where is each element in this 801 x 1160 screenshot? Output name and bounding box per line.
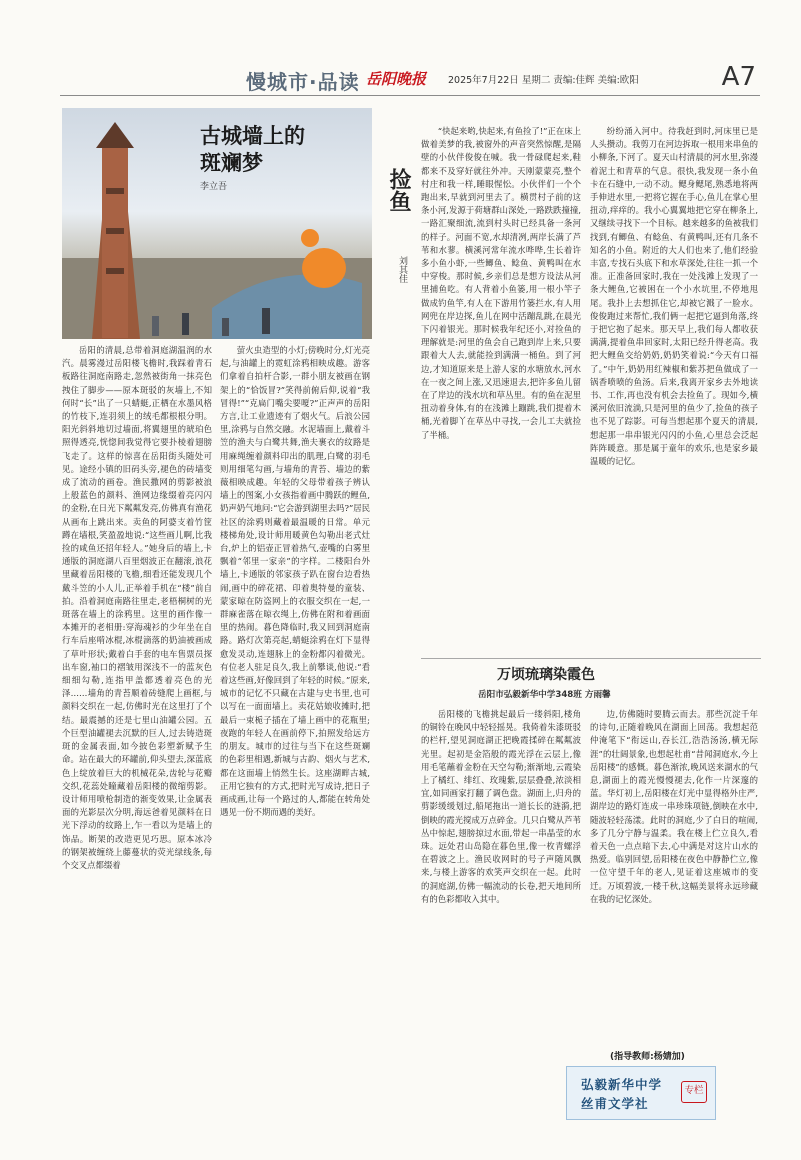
- article2-column-2: 纷纷涌入河中。待我赶到时,河床里已是人头攒动。我剪刀在河边拆取一根用来串鱼的小柳条,下河了。夏天山村清晨的河水里,弥漫着泥土和青草的气息。很快,我发现一条小鱼卡在石缝中,一动不动。鳃身鳃尾,熟悉地将两手伸进水里,一把将它握在手心,鱼儿在掌心里扭动,痒痒的。我小心翼翼地把它穿在柳条上,又继续寻找下一个目标。越来越多的鱼被我们找到,有鲫鱼、有鲶鱼、有黄鸭叫,还有几条不知名的小鱼。附近的大人们也来了,他们经验丰富,专找石头底下和水草深处,往往一抓一个准。正准备回家时,我在一处浅滩上发现了一条大鲤鱼,它被困在一个小水坑里,不停地甩尾。我扑上去想抓住它,却被它溅了一脸水。俊俊跑过来帮忙,我们俩一起把它逼到角落,终于把它抱了起来。那天早上,我们每人都收获满满,提着鱼串回家时,太阳已经升得老高。我把大鲤鱼交给奶奶,奶奶笑着说:“今天有口福了。”中午,奶奶用红辣椒和紫苏把鱼做成了一锅香喷喷的鱼汤。后来,我离开家乡去外地读书、工作,再也没有机会去捡鱼了。现如今,横溪河依旧流淌,只是河里的鱼少了,捡鱼的孩子也不见了踪影。可每当想起那个夏天的清晨,想起那一串串银光闪闪的小鱼,心里总会泛起阵阵暖意。那是属于童年的欢乐,也是家乡最温暖的记忆。: [590, 126, 758, 467]
- badge-seal: 专栏: [681, 1081, 707, 1103]
- orange-sculpture: [302, 248, 346, 288]
- badge-line-1: 弘毅新华中学: [581, 1077, 663, 1092]
- essay-author: 刘其佳: [397, 256, 407, 283]
- article-author: 李立吾: [200, 182, 228, 192]
- pagoda-roof: [96, 122, 134, 148]
- article2-column-1: “快起来哟,快起来,有鱼捡了!”正在床上做着美梦的我,被窗外的声音突然惊醒,是隔壁的小伙伴俊俊在喊。我一骨碌爬起来,鞋都来不及穿好就往外冲。天刚蒙蒙亮,整个村庄和我一样,睡眼惺忪。小伙伴们一个个跑出来,早就到河里去了。横贯村子前的这条小河,发源于荷塘群山深处,一路跌跌撞撞,一路汇聚细流,流到村头时已经具备一条河的样子。河面不宽,水却清冽,两岸长满了芦苇和水蓼。横溪河常年流水哗哗,生长着许多小鱼小虾,一些鲫鱼、鲶鱼、黄鸭叫在水中穿梭。那时候,乡亲们总是想方设法从河里捕鱼吃。有人背着小鱼篓,用一根小竿子做成钓鱼竿,有人在下游用竹篓拦水,有人用网兜在岸边探,鱼儿在网中活蹦乱跳,在晨光下闪着银光。那时候我年纪还小,对捡鱼的理解就是:河里的鱼会自己跑到岸上来,只要跟着大人去,就能捡到满满一桶鱼。到了河边,才知道原来是上游人家的水塘放水,河水在一夜之间上涨,又迅速退去,把许多鱼儿留在了岸边的浅水坑和草丛里。有的鱼在泥里扭动着身体,有的在浅滩上蹦跳,我们提着木桶,光着脚丫在草丛中寻找,一会儿工夫就捡了半桶。: [421, 126, 581, 440]
- dateline: 2025年7月22日 星期二 责编:佳辉 美编:欧阳: [448, 75, 639, 86]
- title-line-1: 古城墙上的: [200, 123, 305, 148]
- article-title: [200, 122, 305, 176]
- newspaper-logo: 岳阳晚报: [366, 70, 427, 88]
- page-number: A7: [721, 62, 756, 92]
- title-line-2: 斑斓梦: [200, 150, 263, 175]
- advisor-note: (指导教师:杨婧加): [610, 1052, 685, 1062]
- essay3-title: 万顷琉璃染霞色: [497, 667, 595, 683]
- section-divider: [421, 658, 761, 659]
- pagoda-body: [102, 148, 128, 338]
- header-rule: [60, 95, 760, 96]
- page-header: [60, 62, 760, 102]
- article3-column-1: 岳阳楼的飞檐挑起最后一缕斜阳,楼角的铜铃在晚风中轻轻摇晃。我倚着朱漆斑驳的栏杆,望见洞庭湖正把晚霞揉碎在粼粼波光里。起初是金箔般的霞光浮在云层上,像用毛笔蘸着金粉在天空勾勒;渐渐地,云霞染上了橘红、绯红、玫瑰紫,层层叠叠,浓淡相宜,如同画家打翻了调色盘。湖面上,归舟的剪影缓缓划过,船尾拖出一道长长的涟漪,把倒映的霞光搅成万点碎金。几只白鹭从芦苇丛中惊起,翅膀掠过水面,带起一串晶莹的水珠。远处君山岛隐在暮色里,像一枚青螺浮在碧波之上。渔民收网时的号子声随风飘来,与楼上游客的欢笑声交织在一起。此时的洞庭湖,仿佛一幅流动的长卷,把天地间所有的色彩都收入其中。: [421, 709, 581, 904]
- section-title: 慢城市·品读: [246, 70, 360, 94]
- essay-title: 捡鱼: [386, 168, 412, 212]
- article1-column-2: 萤火虫造型的小灯;傍晚时分,灯光亮起,与油罐上的霓虹涂鸦相映成趣。游客们拿着自拍杆合影,一群小朋友被画在钢架上的“恰饭冒?”笑得前俯后仰,说着“我冒得!”“克扁门嘴尖要嗄?”正声声的岳阳方言,让工业遗迹有了烟火气。后浪公园里,涂鸦与自然交融。水泥墙面上,戴着斗笠的渔夫与白鹭共舞,渔夫裹衣的纹路是用麻绳缠着颜料印出的肌理,白鹭的羽毛则用细笔勾画,与墙角的青苔、墙边的紫薇相映成趣。年轻的父母带着孩子辨认墙上的图案,小女孩指着画中腾跃的鲤鱼,奶声奶气地问:“它会游到湖里去吗?”居民社区的涂鸦则藏着最温暖的日常。单元楼梯角处,设计师用暖黄色勾勒出老式灶台,炉上的铝壶正冒着热气,壶嘴的白雾里飘着“邻里一家亲”的字样。二楼阳台外墙上,卡通版的邻家孩子趴在窗台边看热闹,画中的碎花裙、印着奥特曼的童装、蒙家晾在防盗网上的衣服交织在一起,一群麻雀落在晾衣绳上,仿佛在附和着画面里的热闹。暮色降临时,我又回到洞庭南路。路灯次第亮起,蜻蜓涂鸦在灯下显得愈发灵动,连翅脉上的金粉都闪着微光。有位老人驻足良久,我上前攀谈,他说:“看着这些画,好像回到了年轻的时候。”原来,城市的记忆不只藏在古建与史书里,也可以写在一面面墙上。卖花姑娘收摊时,把最后一束栀子插在了墙上画中的花瓶里;夜跑的年轻人在画前停下,拍照发给远方的朋友。城市的过往与当下在这些斑斓的色彩里相遇,新城与古韵、烟火与艺术,都在这面墙上悄然生长。这座湖畔古城,正用它独有的方式,把时光写成诗,把日子画成画,让每一个路过的人,都能在转角处遇见一份不期而遇的美好。: [220, 345, 370, 818]
- column-badge: [566, 1066, 716, 1120]
- badge-line-2: 丝甫文学社: [581, 1096, 649, 1111]
- article1-column-1: 岳阳的清晨,总带着洞庭湖温润的水汽。晨雾漫过岳阳楼飞檐时,我踩着青石板路往洞庭南路走,忽然被街角一抹亮色拽住了脚步——原本斑驳的灰墙上,不知何时“长”出了一只蜻蜓,正栖在水墨风格的竹枝下,连羽须上的绒毛都根根分明。阳光斜斜地切过墙面,将翼翅里的琥珀色照得透亮,恍惚间我觉得它要扑棱着翅膀飞走了。这样的惊喜在岳阳街头随处可见。途经小镇的旧码头旁,褪色的砖墙变成了流动的画卷。渔民撒网的剪影被浪上般蓝色的颜料、渔网边缘缀着亮闪闪的金粉,在日光下粼粼发亮,仿佛真有渔花从画布上跳出来。卖鱼的阿婆支着竹筐蹲在墙根,笑盈盈地说:“这些画儿啊,比我捡的咸鱼还招年轻人。”她身后的墙上,卡通版的洞庭湖八百里烟波正在翻滚,浪花里藏着岳阳楼的飞檐,细看还能发现几个戴斗笠的小人儿,正举着手机在“楼”前自拍。沿着洞庭南路往里走,老梧桐树的光斑落在墙上的涂鸦里。这里的画作像一本摊开的老相册:穿海魂衫的少年坐在自行车后座啃冰棍,冰棍滴落的奶油被画成了草叶形状;戴着白手套的电车售票员探出车窗,袖口的褶皱用深浅不一的蓝灰色细细勾勒,连指甲盖都透着亮色的光泽……墙角的青苔顺着砖缝爬上画框,与颜料交织在一起,仿佛时光在这里打了个结。最震撼的还是七里山油罐公园。五个巨型油罐褪去沉默的巨人,过去铸造斑斑的金属表面,如今披色彩塑新赋予生命。站在最大的环罐前,仰头望去,深蓝底色上绽放着巨大的机械花朵,齿轮与花瓣交织,花蕊处瞳藏着岳阳楼的微缩剪影。设计师用喷枪制造的渐变效果,让金属表面的光影层次分明,海远爸着见颜料在日光下浮动的纹路上,乍一看以为是墙上的饰品。断架的改造更见巧思。原本冰冷的钢架被缠绕上藤蔓状的荧光绿线条,每个交叉点都缀着: [62, 345, 212, 870]
- feature-photo: [62, 108, 372, 339]
- article3-column-2: 边,仿佛随时要腾云而去。那些沉淀千年的诗句,正随着晚风在湖面上回荡。我想起范仲淹笔下“衔远山,吞长江,浩浩汤汤,横无际涯”的壮阔景象,也想起杜甫“昔闻洞庭水,今上岳阳楼”的感慨。暮色渐浓,晚风送来湖水的气息,湖面上的霞光慢慢褪去,化作一片深邃的蓝。华灯初上,岳阳楼在灯光中显得格外庄严,湖岸边的路灯连成一串珍珠项链,倒映在水中,随波轻轻荡漾。此时的洞庭,少了白日的喧闹,多了几分宁静与温柔。我在楼上伫立良久,看着天色一点点暗下去,心中满是对这片山水的热爱。临别回望,岳阳楼在夜色中静静伫立,像一位守望千年的老人,见证着这座城市的变迁。万顷碧波,一楼千秋,这幅美景将永远珍藏在我的记忆深处。: [590, 709, 758, 904]
- essay3-byline: 岳阳市弘毅新华中学348班 方雨馨: [478, 690, 611, 700]
